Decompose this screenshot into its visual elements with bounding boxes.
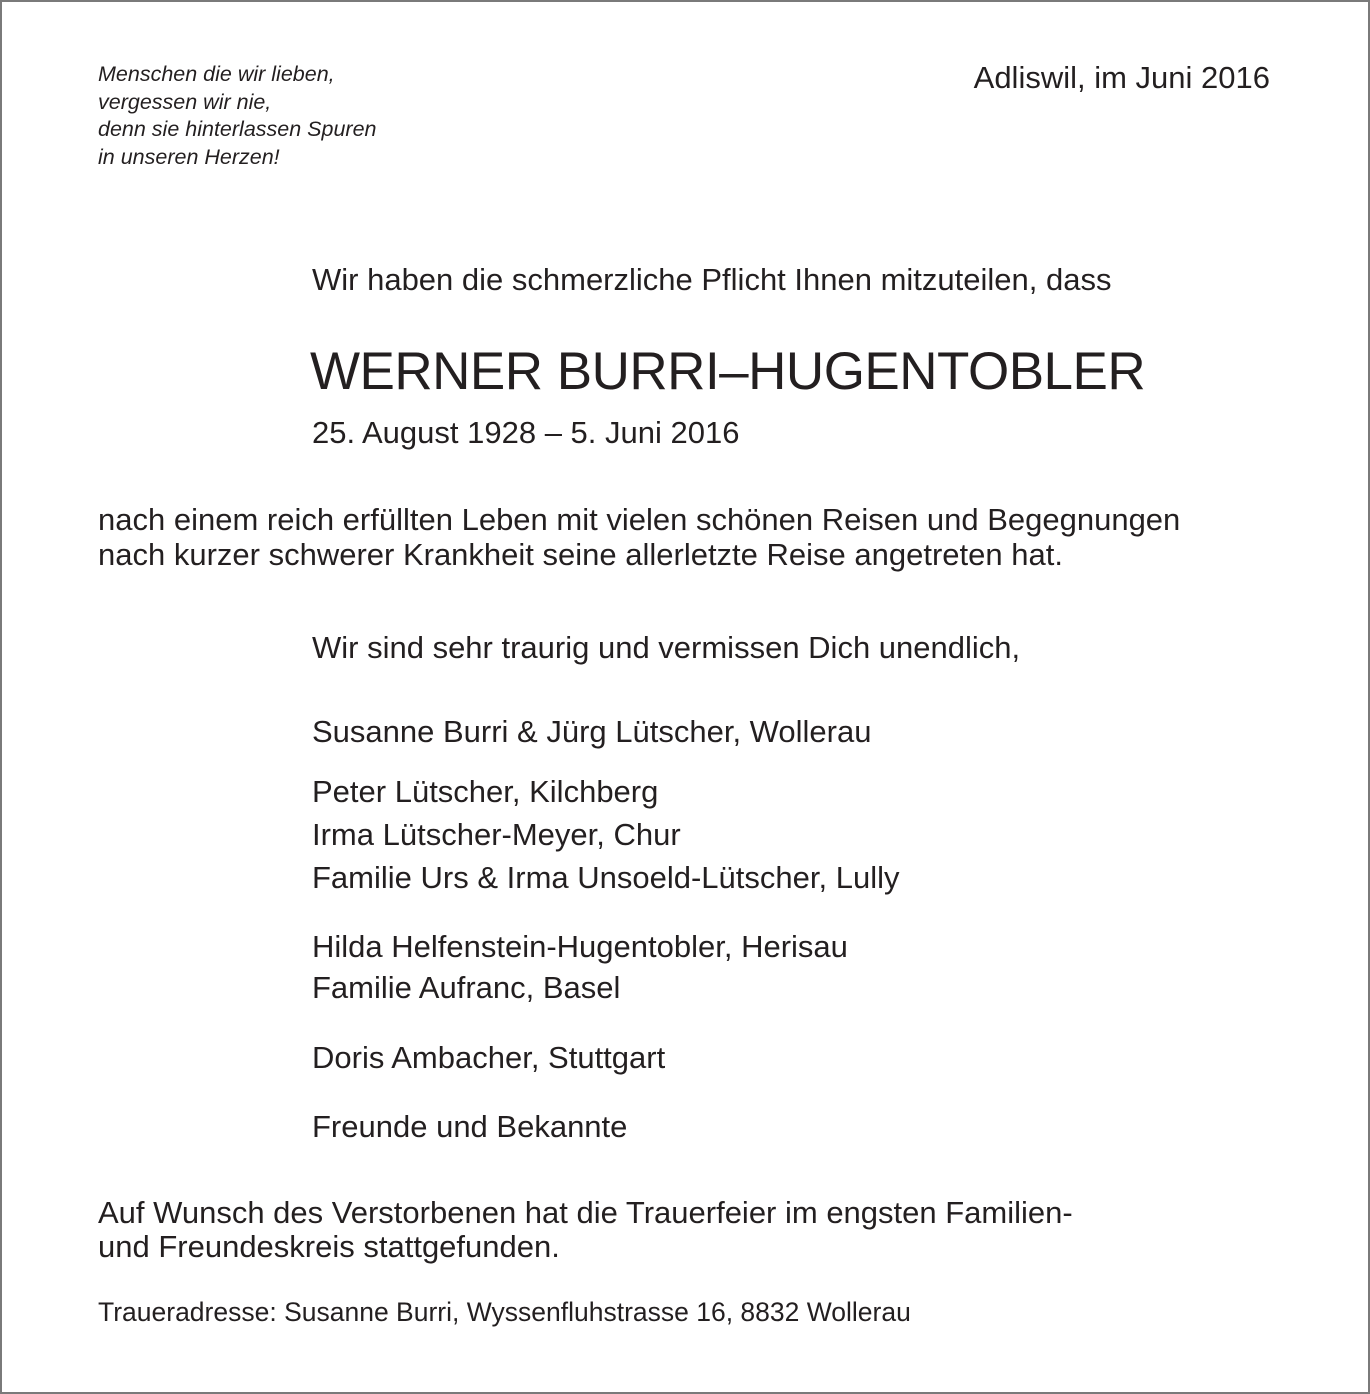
motto-line: Menschen die wir lieben,	[98, 62, 335, 86]
life-dates: 25. August 1928 – 5. Juni 2016	[312, 415, 740, 450]
body-line: nach kurzer schwerer Krankheit seine allerletzte Reise angetreten hat.	[98, 537, 1063, 572]
mourner-entry: Freunde und Bekannte	[312, 1109, 628, 1144]
ceremony-line: Auf Wunsch des Verstorbenen hat die Trauerfeier im engsten Familien-	[98, 1195, 1073, 1230]
mourners-group-5	[312, 1105, 627, 1148]
mourners-group-2	[312, 770, 899, 899]
mourners-group-4	[312, 1036, 665, 1079]
mourners-group-1	[312, 710, 871, 753]
ceremony-line: und Freundeskreis stattgefunden.	[98, 1229, 560, 1264]
mourner-entry: Susanne Burri & Jürg Lütscher, Wollerau	[312, 714, 872, 749]
deceased-name: WERNER BURRI–HUGENTOBLER	[310, 342, 1146, 401]
motto-line: vergessen wir nie,	[98, 89, 272, 114]
intro-text: Wir haben die schmerzliche Pflicht Ihnen mitzuteilen, dass	[312, 262, 1112, 297]
motto-line: in unseren Herzen!	[98, 144, 280, 169]
mourner-entry: Familie Urs & Irma Unsoeld-Lütscher, Lully	[312, 860, 900, 895]
mourning-address: Traueradresse: Susanne Burri, Wyssenfluhstrasse 16, 8832 Wollerau	[98, 1297, 911, 1327]
body-paragraph	[98, 502, 1180, 572]
body-line: nach einem reich erfüllten Leben mit vielen schönen Reisen und Begegnungen	[98, 502, 1181, 537]
mourning-line: Wir sind sehr traurig und vermissen Dich unendlich,	[312, 630, 1021, 665]
mourner-entry: Irma Lütscher-Meyer, Chur	[312, 817, 681, 852]
mourners-group-3	[312, 926, 848, 1008]
motto	[98, 61, 377, 171]
mourner-entry: Doris Ambacher, Stuttgart	[312, 1040, 666, 1075]
ceremony-note	[98, 1196, 1073, 1264]
place-date: Adliswil, im Juni 2016	[973, 60, 1270, 95]
mourner-entry: Peter Lütscher, Kilchberg	[312, 774, 659, 809]
mourner-entry: Familie Aufranc, Basel	[312, 970, 621, 1005]
motto-line: denn sie hinterlassen Spuren	[98, 117, 377, 141]
mourner-entry: Hilda Helfenstein-Hugentobler, Herisau	[312, 929, 848, 964]
